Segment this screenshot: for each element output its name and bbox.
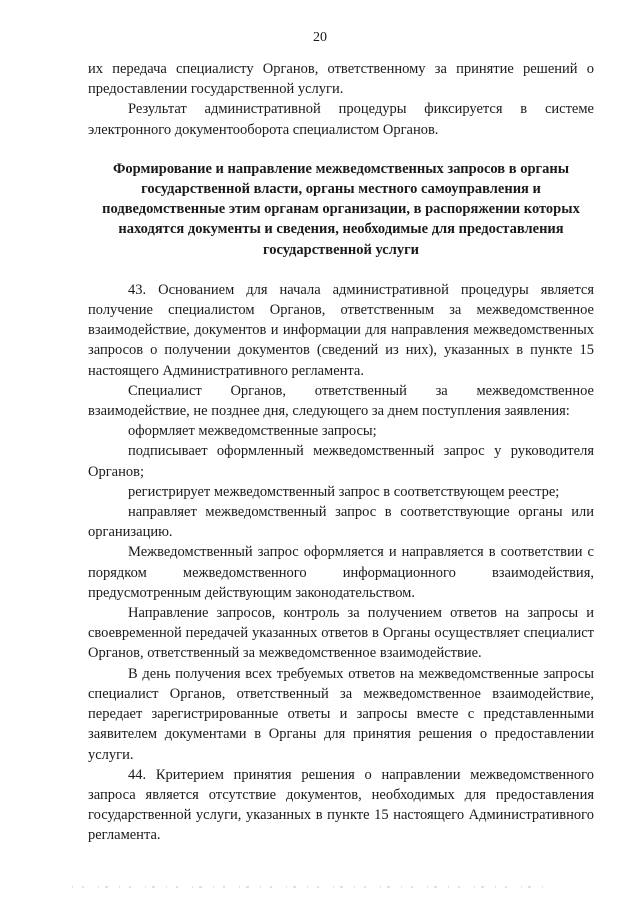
list-item-signs: подписывает оформленный межведомственный запрос у руководителя Органов; [88, 443, 594, 480]
list-item-sends: направляет межведомственный запрос в соответствующие органы или организацию. [88, 504, 594, 541]
paragraph-continuation: их передача специалисту Органов, ответственному за принятие решений о предоставлении государственной услуги. [88, 61, 594, 98]
scan-artifact [72, 884, 552, 890]
paragraph-43: 43. Основанием для начала административной процедуры является получение специалистом Органов, ответственным за межведомственное взаимодействие, документов и информации для направления межведомственных запросов о получении документов (сведений из них), указанных в пункте 15 настоящего Административного регламента. [88, 281, 594, 379]
paragraph-request-form: Межведомственный запрос оформляется и направляется в соответствии с порядком межведомственного информационного взаимодействия, предусмотренным действующим законодательством. [88, 544, 594, 601]
section-heading: Формирование и направление межведомственных запросов в органы государственной власти, органы местного самоуправления и подведомственные этим органам организации, в распоряжении которых находятся документы и сведения, необходимые для предоставления государственной услуги [102, 160, 580, 258]
paragraph-44: 44. Критерием принятия решения о направлении межведомственного запроса является отсутствие документов, необходимых для предоставления государственной услуги, указанных в пункте 15 настоящего Административного регламента. [88, 766, 594, 844]
paragraph-answers: В день получения всех требуемых ответов на межведомственные запросы специалист Органов, ответственный за межведомственное взаимодействие, передает зарегистрированные ответы и запросы вместе с представленными заявителем документами в Органы для принятия решения о предоставлении услуги. [88, 665, 594, 763]
list-item-prepares: оформляет межведомственные запросы; [128, 423, 377, 440]
page-number: 20 [313, 30, 327, 45]
paragraph-control: Направление запросов, контроль за получением ответов на запросы и своевременной передачей указанных ответов в Органы осуществляет специалист Органов, ответственный за межведомственное взаимодействие. [88, 605, 594, 662]
list-item-registers: регистрирует межведомственный запрос в соответствующем реестре; [128, 483, 560, 500]
paragraph-result: Результат административной процедуры фиксируется в системе электронного документооборота специалистом Органов. [88, 101, 594, 138]
paragraph-specialist: Специалист Органов, ответственный за межведомственное взаимодействие, не позднее дня, следующего за днем поступления заявления: [88, 382, 594, 420]
document-body [88, 59, 594, 846]
